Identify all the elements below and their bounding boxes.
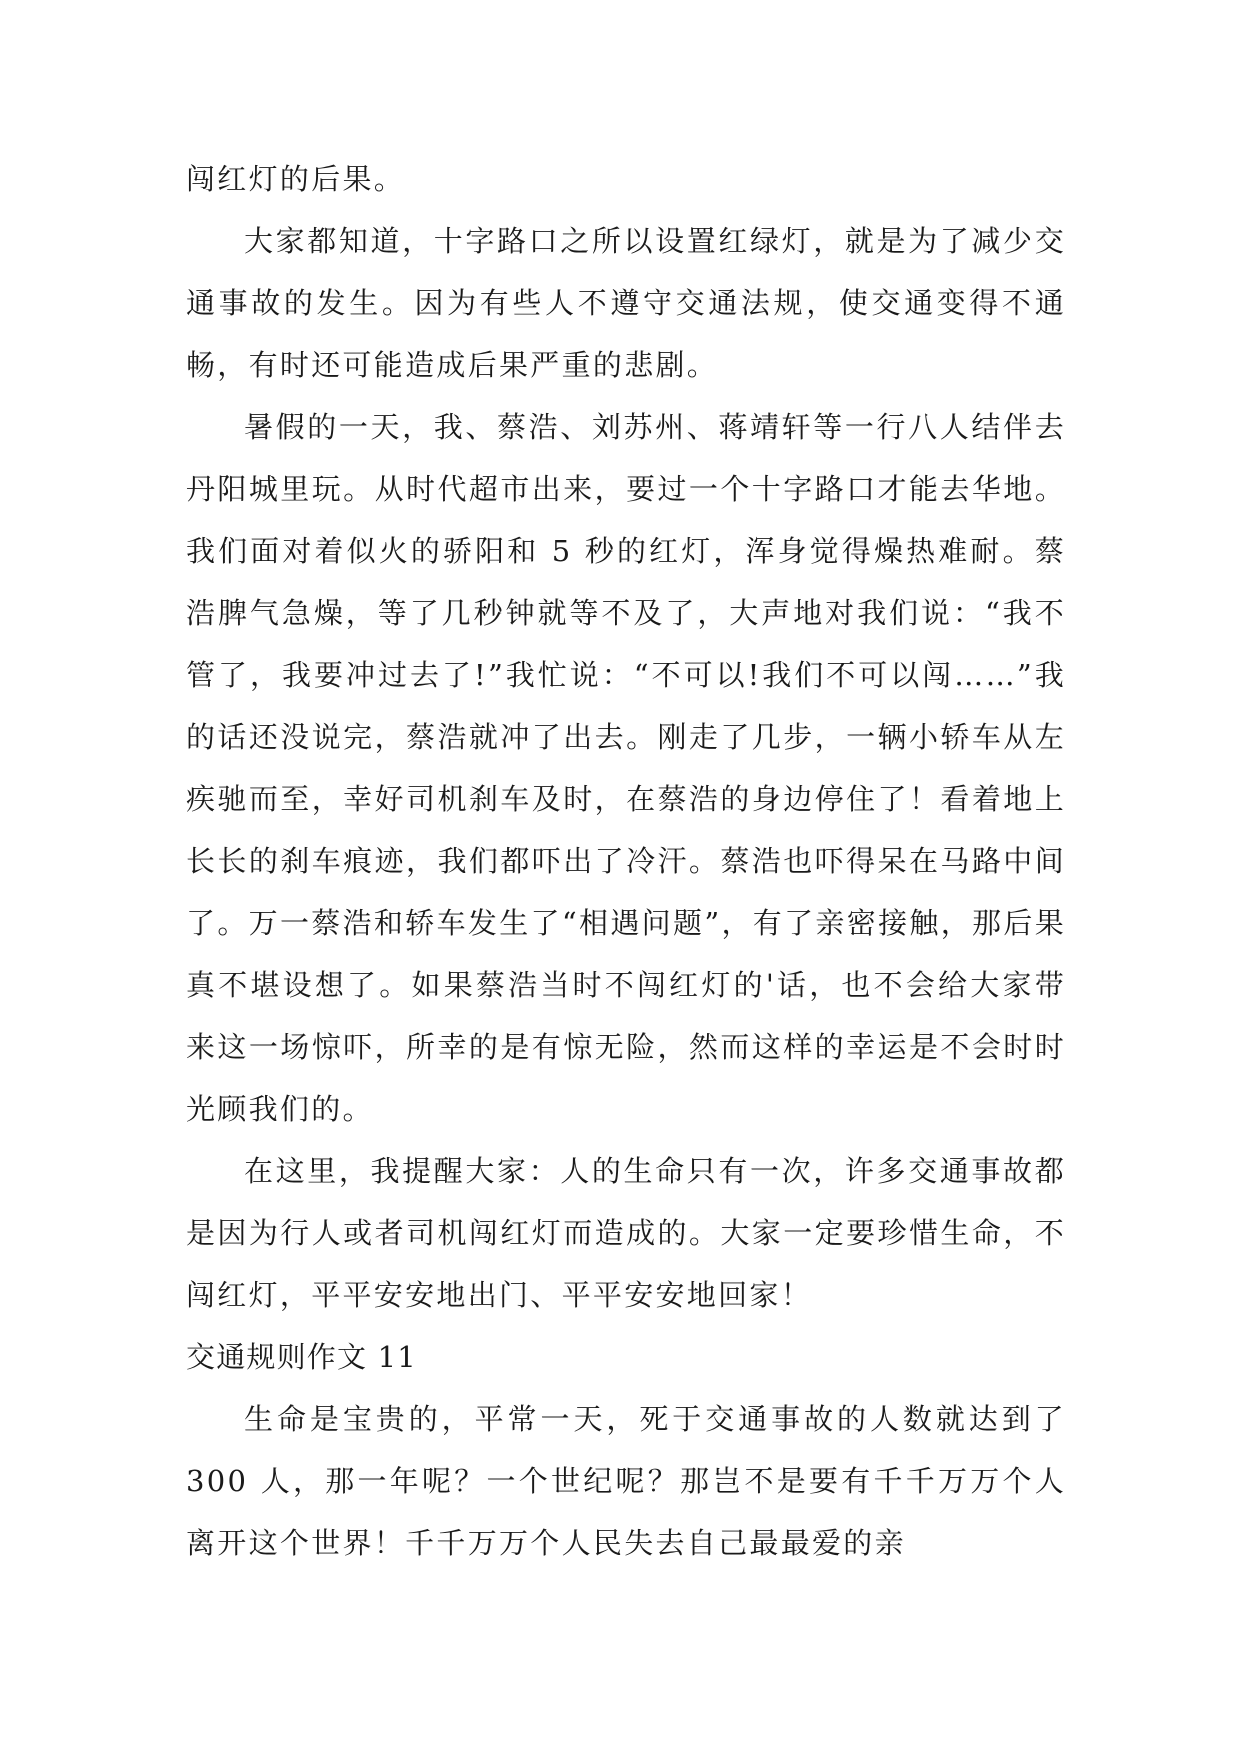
document-page: [186, 148, 1066, 1574]
essay-heading: 交通规则作文 11: [186, 1340, 417, 1374]
paragraph-summer-story: 暑假的一天，我、蔡浩、刘苏州、蒋靖轩等一行八人结伴去丹阳城里玩。从时代超市出来，要过一个十字路口才能去华地。我们面对着似火的骄阳和 5 秒的红灯，浑身觉得燥热难耐。蔡浩脾气急燥，等了几秒钟就等不及了，大声地对我们说：“我不管了，我要冲过去了!”我忙说：“不可以!我们不可以闯……”我的话还没说完，蔡浩就冲了出去。刚走了几步，一辆小轿车从左疾驰而至，幸好司机刹车及时，在蔡浩的身边停住了！看着地上长长的刹车痕迹，我们都吓出了冷汗。蔡浩也吓得呆在马路中间了。万一蔡浩和轿车发生了“相遇问题”，有了亲密接触，那后果真不堪设想了。如果蔡浩当时不闯红灯的'话，也不会给大家带来这一场惊吓，所幸的是有惊无险，然而这样的幸运是不会时时光顾我们的。: [186, 410, 1066, 1126]
paragraph-reminder: 在这里，我提醒大家：人的生命只有一次，许多交通事故都是因为行人或者司机闯红灯而造成的。大家一定要珍惜生命，不闯红灯，平平安安地出门、平平安安地回家！: [186, 1154, 1066, 1312]
paragraph-continued: 闯红灯的后果。: [186, 162, 406, 196]
paragraph-life-precious: 生命是宝贵的，平常一天，死于交通事故的人数就达到了 300 人，那一年呢？一个世纪呢？那岂不是要有千千万万个人离开这个世界！千千万万个人民失去自己最最爱的亲: [186, 1402, 1066, 1560]
paragraph-traffic-lights: 大家都知道，十字路口之所以设置红绿灯，就是为了减少交通事故的发生。因为有些人不遵守交通法规，使交通变得不通畅，有时还可能造成后果严重的悲剧。: [186, 224, 1066, 382]
